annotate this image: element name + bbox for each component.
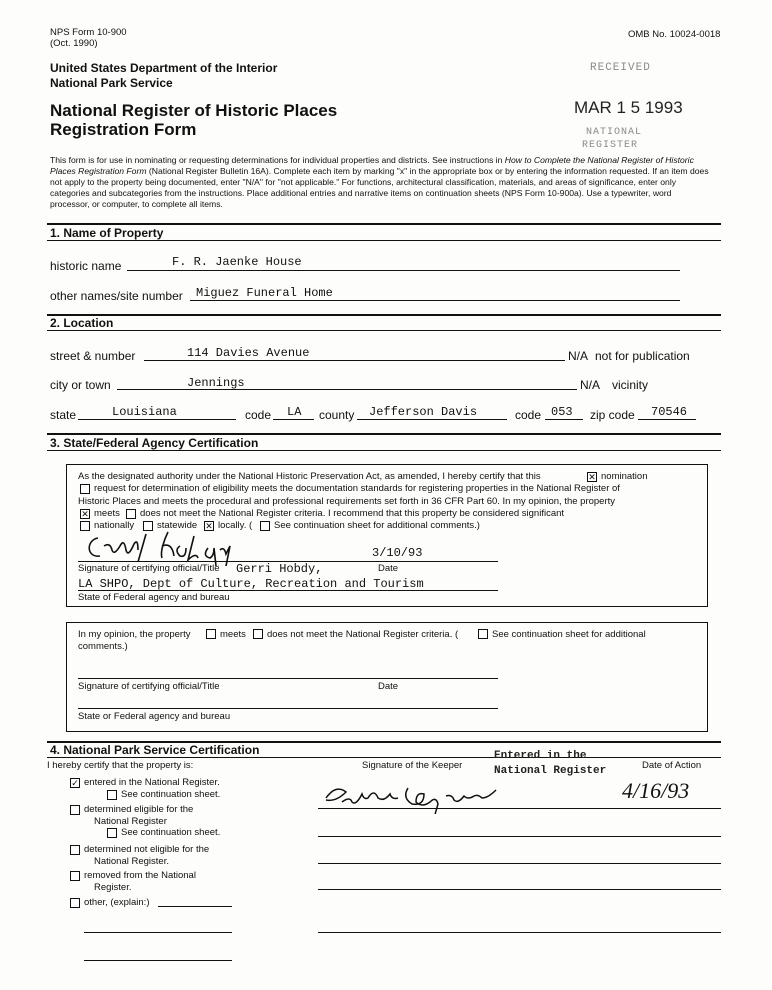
stamp-register: REGISTER bbox=[582, 140, 639, 151]
opinion-comments: comments.) bbox=[78, 641, 128, 652]
removed-label: removed from the National bbox=[84, 870, 196, 881]
opinion-continuation-checkbox[interactable] bbox=[478, 629, 488, 639]
not-eligible-label: determined not eligible for the bbox=[84, 844, 210, 855]
section1-heading: 1. Name of Property bbox=[50, 226, 164, 240]
field-line bbox=[127, 270, 680, 271]
section-rule bbox=[47, 314, 721, 316]
meets-label: meets bbox=[94, 508, 120, 519]
opinion-not-meet-checkbox[interactable] bbox=[253, 629, 263, 639]
agency-label: State of Federal agency and bureau bbox=[78, 592, 230, 603]
agency-value: LA SHPO, Dept of Culture, Recreation and Tourism bbox=[78, 577, 424, 591]
opinion-text: In my opinion, the property bbox=[78, 629, 191, 640]
city-value: Jennings bbox=[187, 376, 245, 390]
field-line bbox=[117, 389, 577, 390]
continuation-label: See continuation sheet for additional comments.) bbox=[274, 520, 480, 531]
field-line bbox=[190, 300, 680, 301]
field-line bbox=[273, 419, 314, 420]
locally-label: locally. ( bbox=[218, 520, 253, 531]
historic-name-label: historic name bbox=[50, 259, 122, 273]
request-checkbox[interactable] bbox=[80, 484, 90, 494]
opinion-not-meet-label: does not meet the National Register criteria. ( bbox=[267, 629, 459, 640]
other-names-value: Miguez Funeral Home bbox=[196, 286, 333, 300]
opinion-continuation-label: See continuation sheet for additional bbox=[492, 629, 646, 640]
form-title: National Register of Historic Places bbox=[50, 101, 338, 120]
street-value: 114 Davies Avenue bbox=[187, 346, 310, 360]
vicinity-label: vicinity bbox=[612, 378, 649, 392]
removed-checkbox[interactable] bbox=[70, 871, 80, 881]
section-rule bbox=[47, 223, 721, 225]
signature-label-2: Signature of certifying official/Title bbox=[78, 681, 220, 692]
section-rule bbox=[47, 450, 721, 451]
section-rule bbox=[47, 433, 721, 435]
county-value: Jefferson Davis bbox=[369, 405, 478, 419]
action-date-value: 4/16/93 bbox=[622, 778, 690, 803]
county-label: county bbox=[319, 408, 355, 422]
field-line bbox=[545, 419, 583, 420]
eligible-label-2: National Register bbox=[94, 816, 167, 827]
nomination-label: nomination bbox=[601, 471, 648, 482]
omb-number: OMB No. 10024-0018 bbox=[628, 29, 721, 40]
keeper-line bbox=[318, 889, 721, 890]
received-date-stamp: MAR 1 5 1993 bbox=[574, 98, 683, 117]
not-eligible-label-2: National Register. bbox=[94, 856, 169, 867]
field-line bbox=[84, 960, 232, 961]
keeper-line bbox=[318, 863, 721, 864]
nationally-label: nationally bbox=[94, 520, 135, 531]
section-rule bbox=[47, 330, 721, 331]
eligible-continuation-checkbox[interactable] bbox=[107, 828, 117, 838]
city-label: city or town bbox=[50, 378, 111, 392]
certify-text: I hereby certify that the property is: bbox=[47, 760, 194, 771]
not-for-publication-label: not for publication bbox=[595, 349, 690, 363]
section4-heading: 4. National Park Service Certification bbox=[50, 743, 260, 757]
does-not-meet-checkbox[interactable] bbox=[126, 509, 136, 519]
date-label-2: Date bbox=[378, 681, 399, 692]
other-label: other, (explain:) bbox=[84, 897, 150, 908]
county-code-value: 053 bbox=[551, 405, 573, 419]
stamp-national: NATIONAL bbox=[586, 127, 643, 138]
statewide-label: statewide bbox=[157, 520, 198, 531]
entered-continuation-label: See continuation sheet. bbox=[121, 789, 221, 800]
eligible-label: determined eligible for the bbox=[84, 804, 194, 815]
state-value: Louisiana bbox=[112, 405, 177, 419]
department-name: United States Department of the Interior bbox=[50, 61, 278, 75]
meets-checkbox[interactable]: ✕ bbox=[81, 509, 89, 519]
removed-label-2: Register. bbox=[94, 882, 132, 893]
historic-name-value: F. R. Jaenke House bbox=[172, 255, 302, 269]
entered-stamp-line1: Entered in the bbox=[494, 750, 587, 762]
section3-heading: 3. State/Federal Agency Certification bbox=[50, 436, 259, 450]
not-eligible-checkbox[interactable] bbox=[70, 845, 80, 855]
other-checkbox[interactable] bbox=[70, 898, 80, 908]
date-of-action-label: Date of Action bbox=[642, 760, 702, 771]
field-line bbox=[638, 419, 696, 420]
instructions-text: This form is for use in nominating or requesting determinations for individual properties and districts. See instructions in bbox=[50, 155, 503, 165]
locally-checkbox[interactable]: ✕ bbox=[205, 521, 213, 531]
section-rule bbox=[47, 757, 721, 758]
service-name: National Park Service bbox=[50, 76, 173, 90]
shpo-date-value: 3/10/93 bbox=[372, 546, 423, 560]
cert-text-1: As the designated authority under the National Historic Preservation Act, as amended, I hereby certify that this bbox=[78, 471, 541, 482]
keeper-line bbox=[318, 932, 721, 933]
keeper-label: Signature of the Keeper bbox=[362, 760, 463, 771]
field-line bbox=[357, 419, 507, 420]
form-date: (Oct. 1990) bbox=[50, 38, 98, 49]
eligible-checkbox[interactable] bbox=[70, 805, 80, 815]
field-line bbox=[158, 906, 232, 907]
zip-value: 70546 bbox=[651, 405, 688, 419]
keeper-line bbox=[318, 808, 721, 809]
state-code-label: code bbox=[245, 408, 272, 422]
street-label: street & number bbox=[50, 349, 136, 363]
not-for-publication-mark: N/A bbox=[568, 349, 589, 363]
section-rule bbox=[47, 240, 721, 241]
vicinity-mark: N/A bbox=[580, 378, 601, 392]
instructions-title: How to Complete the National Register of Historic Places Registration Form bbox=[50, 155, 694, 176]
field-line bbox=[84, 932, 232, 933]
form-number: NPS Form 10-900 bbox=[50, 27, 127, 38]
entered-stamp-line2: National Register bbox=[494, 765, 607, 777]
date-label: Date bbox=[378, 563, 399, 574]
opinion-meets-checkbox[interactable] bbox=[206, 629, 216, 639]
cert-text-2: request for determination of eligibility meets the documentation standards for registering properties in the National Register of bbox=[94, 483, 620, 494]
instructions-text-2: (National Register Bulletin 16A). Complete each item by marking "x" in the appropriate box or by entering the information requested. If an item does not apply to the property being documented, enter "N/A" for "not applicable." For functions, architectural classification, materials, and areas of significance, enter only categories and subcategories from the instructions. Place additional entries and narrative items on continuation sheets (NPS Form 10-900a). Use a typewriter, word processor, or computer, to complete all items. bbox=[50, 166, 709, 209]
entered-continuation-checkbox[interactable] bbox=[107, 790, 117, 800]
opinion-meets-label: meets bbox=[220, 629, 246, 640]
field-line bbox=[144, 360, 565, 361]
signer-name: Gerri Hobdy, bbox=[236, 562, 323, 576]
field-line bbox=[78, 419, 236, 420]
county-code-label: code bbox=[515, 408, 542, 422]
instructions-paragraph bbox=[50, 155, 710, 210]
agency-label-2: State or Federal agency and bureau bbox=[78, 711, 231, 722]
cert-text-4: does not meet the National Register criteria. I recommend that this property be considered significant bbox=[140, 508, 565, 519]
other-names-label: other names/site number bbox=[50, 289, 183, 303]
entered-checkbox[interactable]: ✓ bbox=[71, 778, 79, 788]
agency-line bbox=[78, 708, 498, 709]
zip-label: zip code bbox=[590, 408, 635, 422]
eligible-continuation-label: See continuation sheet. bbox=[121, 827, 221, 838]
agency-line bbox=[78, 590, 498, 591]
form-subtitle: Registration Form bbox=[50, 120, 197, 139]
state-code-value: LA bbox=[287, 405, 302, 419]
keeper-line bbox=[318, 836, 721, 837]
cert-text-3: Historic Places and meets the procedural and professional requirements set forth in 36 CFR Part 60. In my opinion, the property bbox=[78, 496, 616, 507]
state-label: state bbox=[50, 408, 77, 422]
section2-heading: 2. Location bbox=[50, 316, 114, 330]
signature-label: Signature of certifying official/Title bbox=[78, 563, 220, 574]
nomination-checkbox[interactable]: ✕ bbox=[588, 472, 596, 482]
received-stamp: RECEIVED bbox=[590, 62, 651, 74]
entered-label: entered in the National Register. bbox=[84, 777, 220, 788]
signature-line bbox=[78, 678, 498, 679]
